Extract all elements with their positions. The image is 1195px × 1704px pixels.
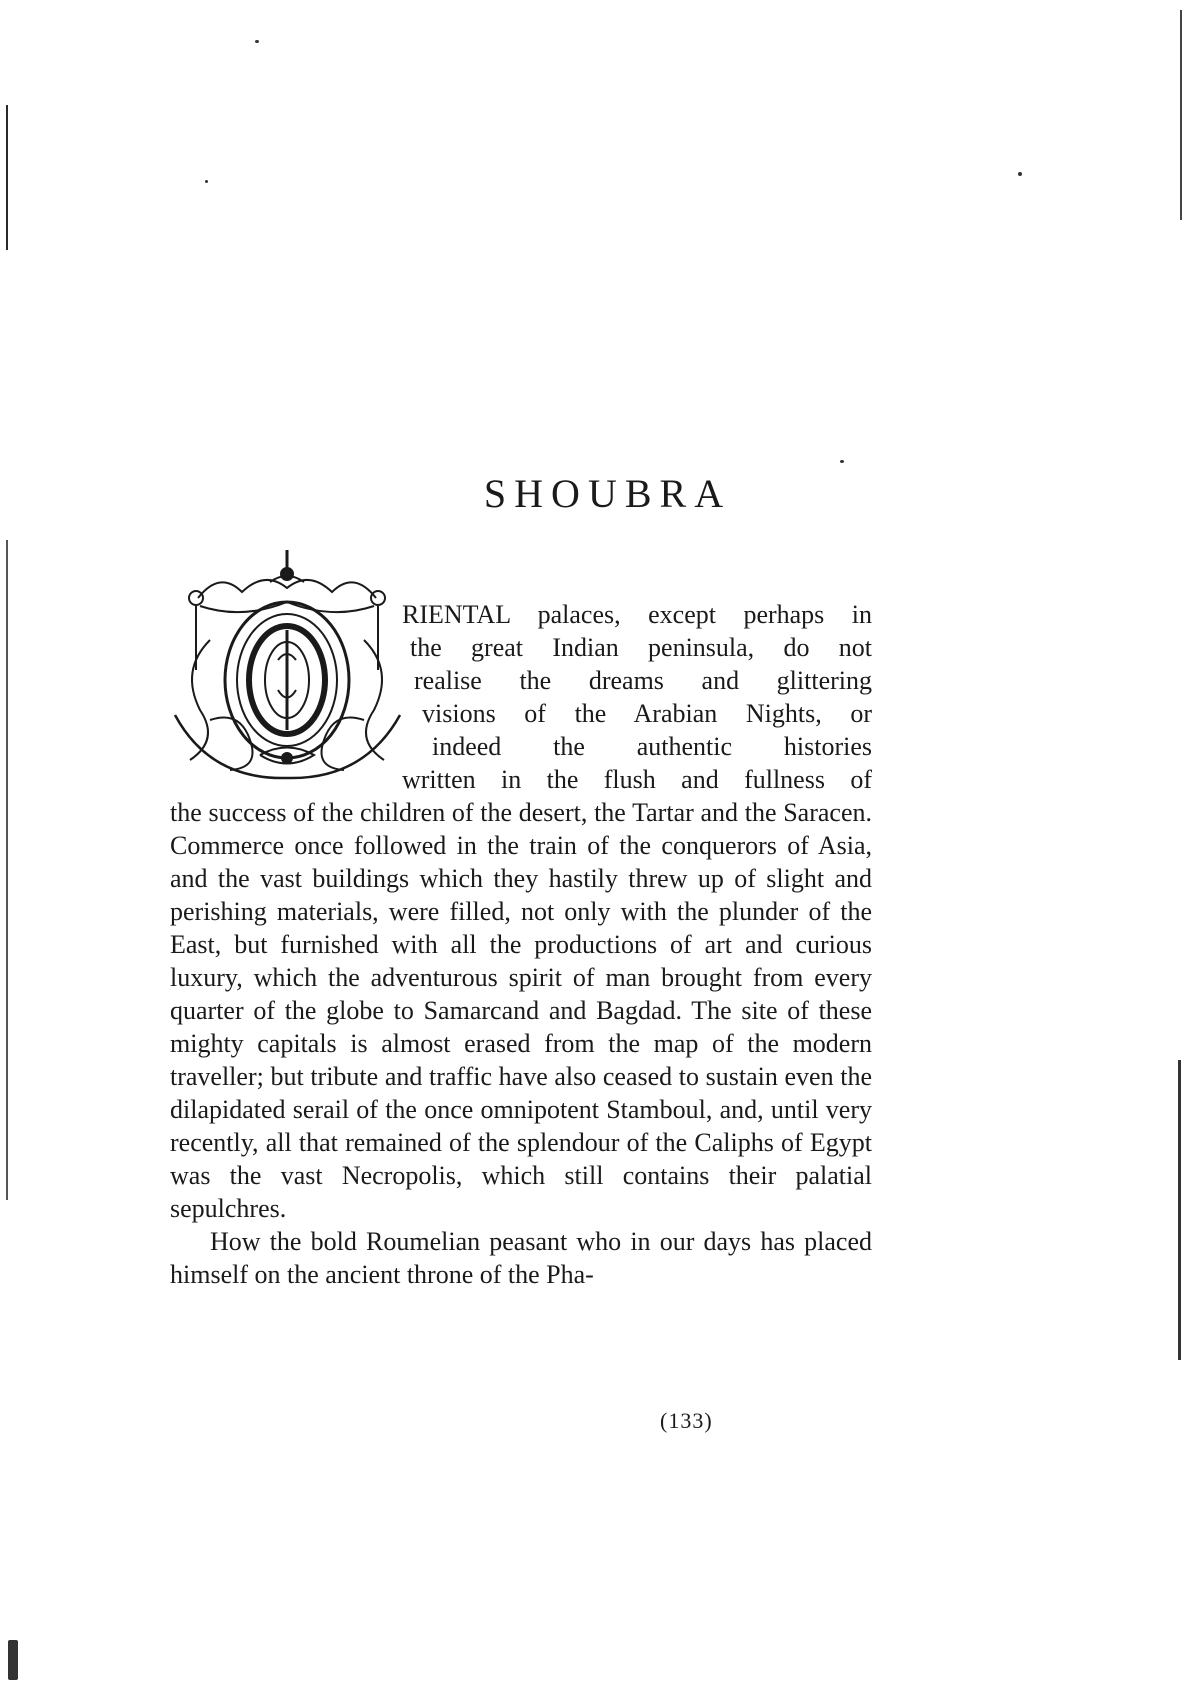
scan-speck bbox=[255, 40, 259, 43]
scan-edge-left-mid bbox=[6, 540, 8, 1200]
scan-edge-left-top bbox=[6, 105, 8, 250]
scan-speck bbox=[1018, 172, 1022, 176]
scan-speck bbox=[8, 1640, 18, 1680]
text-line: RIENTAL palaces, except perhaps in bbox=[402, 600, 872, 629]
text-line: the great Indian peninsula, do not bbox=[410, 633, 872, 662]
text-line: realise the dreams and glittering bbox=[414, 666, 872, 695]
text-line: written in the flush and fullness of bbox=[402, 765, 872, 794]
body-text bbox=[170, 598, 872, 1291]
paragraph-continuation: the success of the children of the desert, the Tartar and the Saracen. Commerce once followed in the train of the conquerors of Asia, and the vast buildings which they hastily threw up of slight and perishing materials, were filled, not only with the plunder of the East, but furnished with all the productions of art and curious luxury, which the adventurous spirit of man brought from every quarter of the globe to Samarcand and Bagdad. The site of these mighty capitals is almost erased from the map of the modern traveller; but tribute and traffic have also ceased to sustain even the dilapidated serail of the once omnipotent Stamboul, and, until very recently, all that remained of the splendour of the Caliphs of Egypt was the vast Necropolis, which still contains their palatial sepulchres. bbox=[170, 798, 872, 1223]
page-number: (133) bbox=[660, 1408, 713, 1433]
text-line: indeed the authentic histories bbox=[432, 732, 872, 761]
paragraph: How the bold Roumelian peasant who in our days has placed himself on the ancient throne of the Pha- bbox=[170, 1227, 872, 1289]
page-title: SHOUBRA bbox=[483, 471, 732, 516]
scan-edge-right-top bbox=[1180, 10, 1182, 220]
scan-edge-right-mid bbox=[1178, 1060, 1181, 1360]
scan-speck bbox=[205, 180, 208, 183]
text-line: visions of the Arabian Nights, or bbox=[422, 699, 872, 728]
scan-speck bbox=[840, 460, 844, 463]
